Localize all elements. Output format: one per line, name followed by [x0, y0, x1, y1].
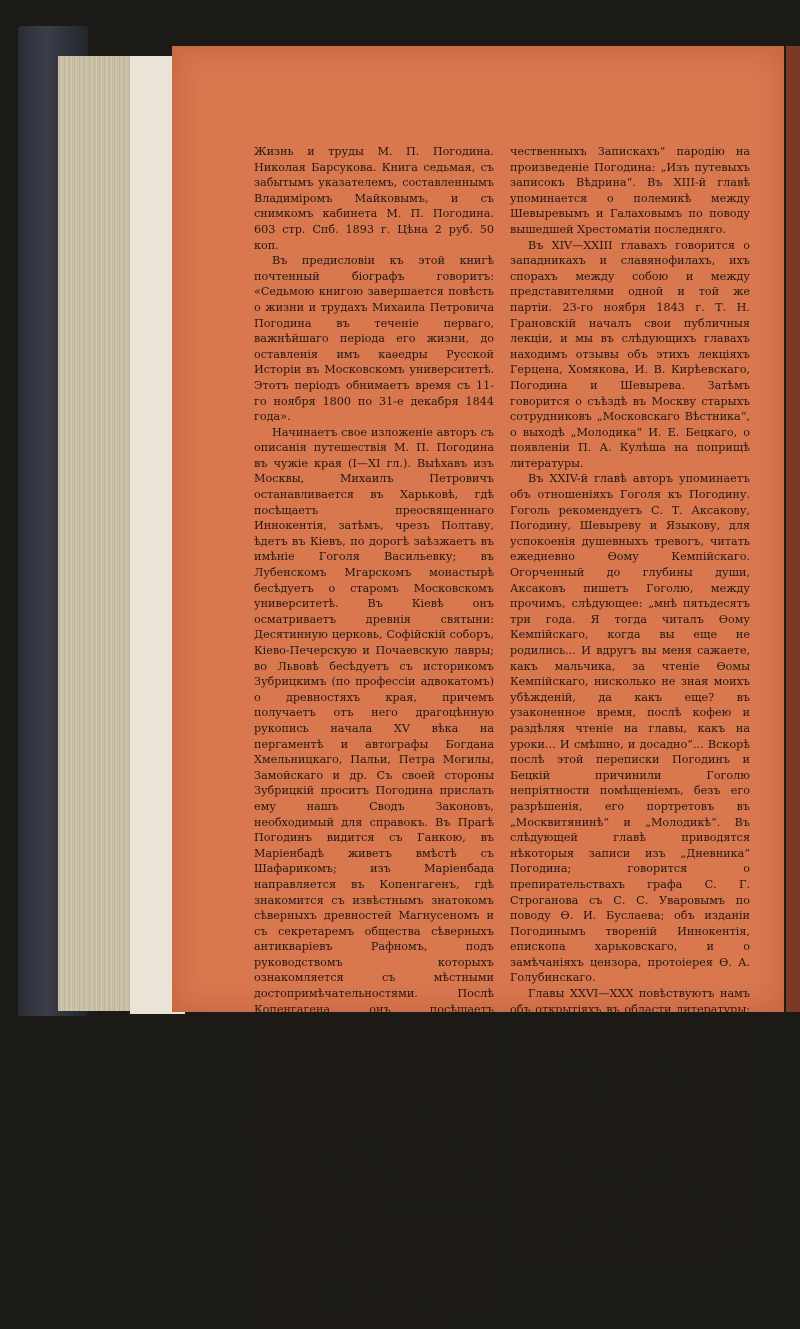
paragraph: чественныхъ Запискахъ“ пародію на произведеніе Погодина: „Изъ путевыхъ записокъ Вѣдрина“. Въ XIII-й главѣ упоминается о полемикѣ между Шевыревымъ и Галаховымъ по поводу вышедшей Хрестоматіи последняго. [510, 145, 750, 236]
paragraph: Въ предисловіи къ этой книгѣ почтенный біографъ говоритъ: «Седьмою книгою завершается повѣсть о жизни и трудахъ Михаила Петровича Погодина въ теченіе перваго, важнѣйшаго періода его жизни, до оставленія имъ каѳедры Русской Исторіи въ Московскомъ университетѣ. Этотъ періодъ обнимаетъ время съ 11-го ноября 1800 по 31-е декабря 1844 года». [254, 254, 494, 424]
next-page-edge [786, 46, 800, 1012]
paragraph: Жизнь и труды М. П. Погодина. Николая Барсукова. Книга седьмая, съ забытымъ указателемъ, составленнымъ Владиміромъ Майковымъ, и съ снимкомъ кабинета М. П. Погодина. 603 стр. Спб. 1893 г. Цѣна 2 руб. 50 коп. [254, 145, 494, 252]
paragraph: Возвратившись въ Москву, Погодинъ вступаетъ въ завѣдываніе редакціей „Москвитянина“. Въ это время (1843 г.) возгорѣлась полемика между этимъ журналомъ и „Отечественными Записками“, вслѣдствіе выходки Герцена, напечатавшаго въ „Оте- [254, 1220, 494, 1328]
paragraph: Начинаетъ свое изложеніе авторъ съ описанія путешествія М. П. Погодина въ чужіе края (I—XI гл.). Выѣхавъ изъ Москвы, Михаилъ Петровичъ останавливается въ Харьковѣ, гдѣ посѣщаетъ преосвященнаго Иннокентія, затѣмъ, чрезъ Полтаву, ѣдетъ въ Кіевъ, по дорогѣ заѣзжаетъ въ имѣніе Гоголя Васильевку; въ Лубенскомъ Мгарскомъ монастырѣ бесѣдуетъ о старомъ Московскомъ университетѣ. Въ Кіевѣ онъ осматриваетъ древнія святыни: Десятинную церковь, Софійскій соборъ, Кіево-Печерскую и Почаевскую лавры; во Львовѣ бесѣдуетъ съ историкомъ Зубрицкимъ (по профессіи адвокатомъ) о древностяхъ края, причемъ получаетъ отъ него драгоцѣнную рукопись начала XV вѣка на пергаментѣ и автографы Богдана Хмельницкаго, Пальи, Петра Могилы, Замойскаго и др. Съ своей стороны Зубрицкій проситъ Погодина прислать ему нашъ Сводъ Законовъ, необходимый для справокъ. Въ Прагѣ Погодинъ видится съ Ганкою, въ Маріенбадѣ живетъ вмѣстѣ съ Шафарикомъ; изъ Маріенбада направляется въ Копенгагенъ, гдѣ знакомится съ извѣстнымъ знатокомъ сѣверныхъ древностей Магнусеномъ и съ секретаремъ общества сѣверныхъ антикваріевъ Рафномъ, подъ руководствомъ которыхъ ознакомляется съ мѣстными достопримѣчательностями. Послѣ Копенгагена онъ посѣщаетъ Геттингенъ, Ганноверъ, Дюссельдорфъ; въ Брюсселѣ бесѣдуетъ съ Лелевелемъ, въ Парижѣ видится съ Шатобріаномъ, встрѣчается въ церкви съ С. М. Соловьевымъ и Г. В. Варвинскимъ. Чрезъ Страсбургъ и Донаверть Погодинъ проѣзжаетъ въ Мюнхенъ, бесѣдуетъ тамъ съ профессорами Раулъ-Рашетомъ, Тиршемъ и Схинасомъ; чрезъ Вѣну и Львовъ возвращается въ отечество и представляетъ С. С. Уварову донесеніе о своемъ путешествіи. [254, 425, 494, 1219]
orange-page [172, 46, 784, 1328]
page-edges [58, 56, 138, 1011]
paragraph: Въ XIV—XXIII главахъ говорится о западникахъ и славянофилахъ, ихъ спорахъ между собою и между представителями одной и той же партіи. 23-го ноября 1843 г. Т. Н. Грановскій началъ свои публичныя лекціи, и мы въ слѣдующихъ главахъ находимъ отзывы объ этихъ лекціяхъ Герцена, Хомякова, И. В. Кирѣевскаго, Погодина и Шевырева. Затѣмъ говорится о съѣздѣ въ Москву старыхъ сотрудниковъ „Московскаго Вѣстника“, о выходѣ „Молодика“ И. Е. Бецкаго, о появленіи П. А. Кулѣша на поприщѣ литературы. [510, 238, 750, 470]
right-column [510, 144, 750, 1267]
paragraph: Главы XXVI—XXX повѣствуютъ намъ объ открытіяхъ въ области литературы: въ Сергіевой лаврѣ А. В. Горскій открываетъ паннонскія житія св. учителей славянскихъ Кирилла и Меѳодія; Филаретъ, ректоръ Московской духовной академіи (впослѣдствіи архіепископъ черниговскій и нѣжинскій), открываетъ Четыре слова преподобнаго отца нашего Серапіона; П. Н. Мурзакевичъ, ученикъ Погодина, открываетъ драгоцѣнный памятникъ законодательства вѣчевой Руси—Псковскую Судную грамоту, самъ же Погодинъ, при посредствѣ К. И. Аверина, нашелъ свидѣтельства о Мѣстничествѣ задолго до Іоанна III, [510, 987, 750, 1266]
left-column [254, 144, 494, 1329]
paragraph: Въ XXIV-й главѣ авторъ упоминаетъ объ отношеніяхъ Гоголя къ Погодину. Гоголь рекомендуетъ С. Т. Аксакову, Погодину, Шевыреву и Языкову, для успокоенія душевныхъ тревогъ, читать ежедневно Ѳому Кемпійскаго. Огорченный до глубины души, Аксаковъ пишетъ Гоголю, между прочимъ, слѣдующее: „мнѣ пятьдесятъ три года. Я тогда читалъ Ѳому Кемпійскаго, когда вы еще не родились... И вдругъ вы меня сажаете, какъ мальчика, за чтеніе Ѳомы Кемпійскаго, нисколько не зная моихъ убѣжденій, да какъ еще? въ узаконенное время, послѣ кофею и раздѣляя чтеніе на главы, какъ на уроки... И смѣшно, и досадно“... Вскорѣ послѣ этой переписки Погодинъ и Бецкій причинили Гоголю непріятности помѣщеніемъ, безъ его разрѣшенія, его портретовъ въ „Москвитянинѣ“ и „Молодикѣ“. Въ слѣдующей главѣ приводятся нѣкоторыя записи изъ „Дневника“ Погодина; говорится о препирательствахъ графа С. Г. Строганова съ С. С. Уваровымъ по поводу Ѳ. И. Буслаева; объ изданіи Погодинымъ твореній Иннокентія, епископа харьковскаго, и о замѣчаніяхъ цензора, протоіерея Ѳ. А. Голубинскаго. [510, 472, 750, 985]
